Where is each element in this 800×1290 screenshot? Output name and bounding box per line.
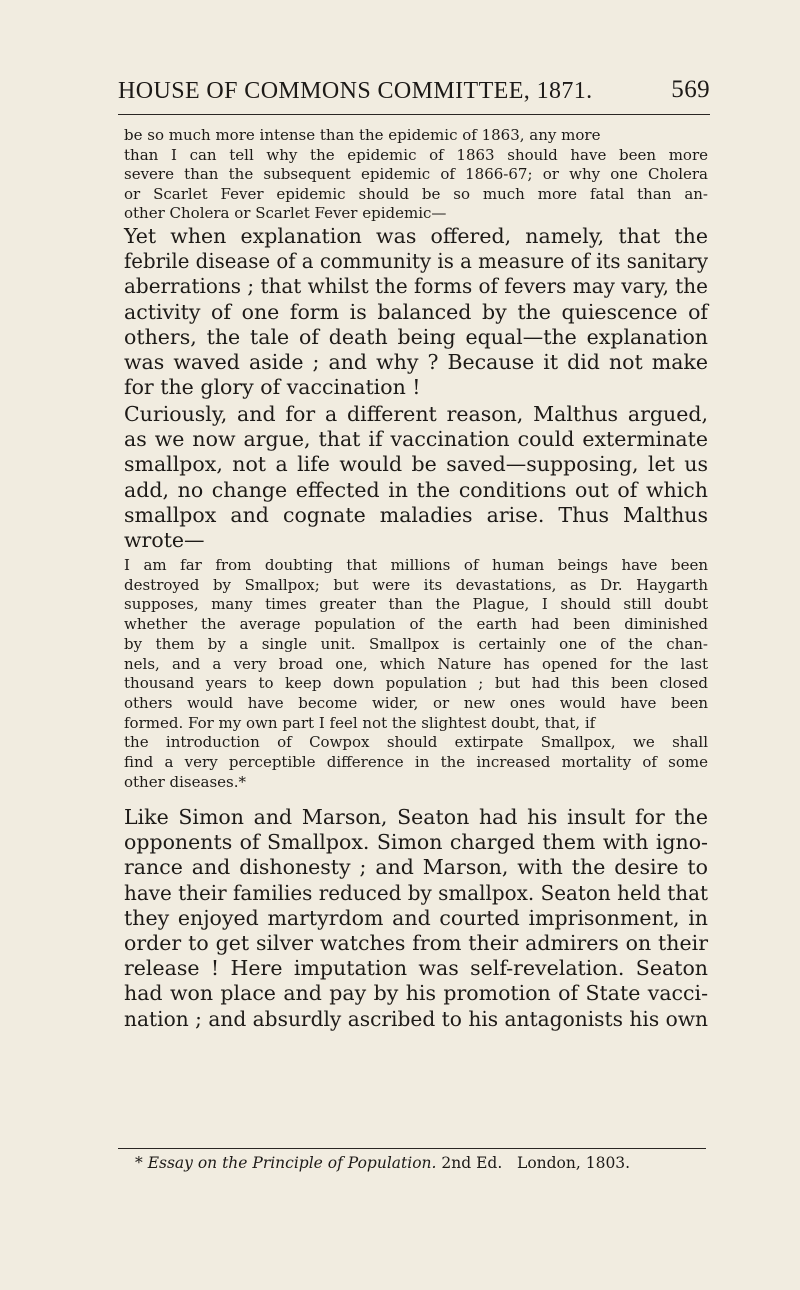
text-line: thousand years to keep down population ; but had this been closed: [124, 674, 708, 693]
text-line: activity of one form is balanced by the quiescence of: [124, 299, 708, 324]
text-line: opponents of Smallpox. Simon charged them with igno-: [124, 830, 708, 855]
paragraph-explanation: [124, 224, 708, 400]
header-rule: [118, 114, 710, 115]
text-line: was waved aside ; and why ? Because it did not make: [124, 350, 708, 375]
text-line: severe than the subsequent epidemic of 1866-67; or why one Cholera: [124, 165, 708, 184]
footnote-rule: [118, 1148, 706, 1149]
text-line: Curiously, and for a different reason, Malthus argued,: [124, 402, 708, 426]
text-line: find a very perceptible difference in the increased mortality of some: [124, 753, 708, 772]
running-header: [118, 78, 710, 108]
text-line: had won place and pay by his promotion of State vacci-: [124, 981, 708, 1006]
text-line: wrote—: [124, 528, 205, 553]
text-line: aberrations ; that whilst the forms of fevers may vary, the: [124, 274, 708, 299]
text-line: supposes, many times greater than the Plague, I should still doubt: [124, 595, 708, 614]
paragraph-continued-quote: [124, 126, 708, 224]
text-line: than I can tell why the epidemic of 1863 should have been more: [124, 145, 708, 164]
malthus-quotation: [124, 556, 708, 792]
paragraph-malthus: [124, 402, 708, 553]
text-line: smallpox, not a life would be saved—supposing, let us: [124, 452, 708, 477]
text-line: febrile disease of a community is a measure of its sanitary: [124, 249, 708, 274]
text-line: Like Simon and Marson, Seaton had his insult for the: [124, 805, 708, 829]
text-line: others, the tale of death being equal—the explanation: [124, 324, 708, 349]
footnote-book-title: Essay on the Principle of Population.: [147, 1154, 437, 1172]
text-line: rance and dishonesty ; and Marson, with the desire to: [124, 855, 708, 880]
text-line: add, no change effected in the conditions out of which: [124, 477, 708, 502]
text-line: Yet when explanation was offered, namely, that the: [124, 224, 708, 248]
text-line: I am far from doubting that millions of human beings have been: [124, 556, 708, 574]
paragraph-seaton: [124, 805, 708, 1032]
text-line: the introduction of Cowpox should extirpate Smallpox, we shall: [124, 733, 708, 752]
text-line: as we now argue, that if vaccination could exterminate: [124, 427, 708, 452]
footnote-details: 2nd Ed. London, 1803.: [441, 1154, 631, 1172]
text-line: be so much more intense than the epidemic of 1863, any more: [124, 126, 601, 144]
text-line: they enjoyed martyrdom and courted imprisonment, in: [124, 905, 708, 930]
text-line: have their families reduced by smallpox. Seaton held that: [124, 880, 708, 905]
text-line: smallpox and cognate maladies arise. Thus Malthus: [124, 502, 708, 527]
page-number: 569: [671, 76, 710, 103]
text-line: order to get silver watches from their admirers on their: [124, 931, 708, 956]
text-line: other diseases.*: [124, 772, 246, 791]
text-line: nels, and a very broad one, which Nature has opened for the last: [124, 654, 708, 673]
footnote-marker: *: [135, 1154, 143, 1172]
text-line: other Cholera or Scarlet Fever epidemic—: [124, 204, 447, 223]
text-line: whether the average population of the earth had been diminished: [124, 615, 708, 634]
footnote: [135, 1154, 715, 1172]
text-line: others would have become wider, or new ones would have been: [124, 693, 708, 712]
text-line: or Scarlet Fever epidemic should be so much more fatal than an-: [124, 184, 708, 203]
running-header-title: HOUSE OF COMMONS COMMITTEE, 1871.: [118, 78, 593, 104]
text-line: for the glory of vaccination !: [124, 375, 421, 400]
text-line: release ! Here imputation was self-revelation. Seaton: [124, 956, 708, 981]
text-line: formed. For my own part I feel not the slightest doubt, that, if: [124, 713, 596, 732]
text-line: nation ; and absurdly ascribed to his antagonists his own: [124, 1006, 708, 1031]
text-line: by them by a single unit. Smallpox is certainly one of the chan-: [124, 634, 708, 653]
text-line: destroyed by Smallpox; but were its devastations, as Dr. Haygarth: [124, 575, 708, 594]
